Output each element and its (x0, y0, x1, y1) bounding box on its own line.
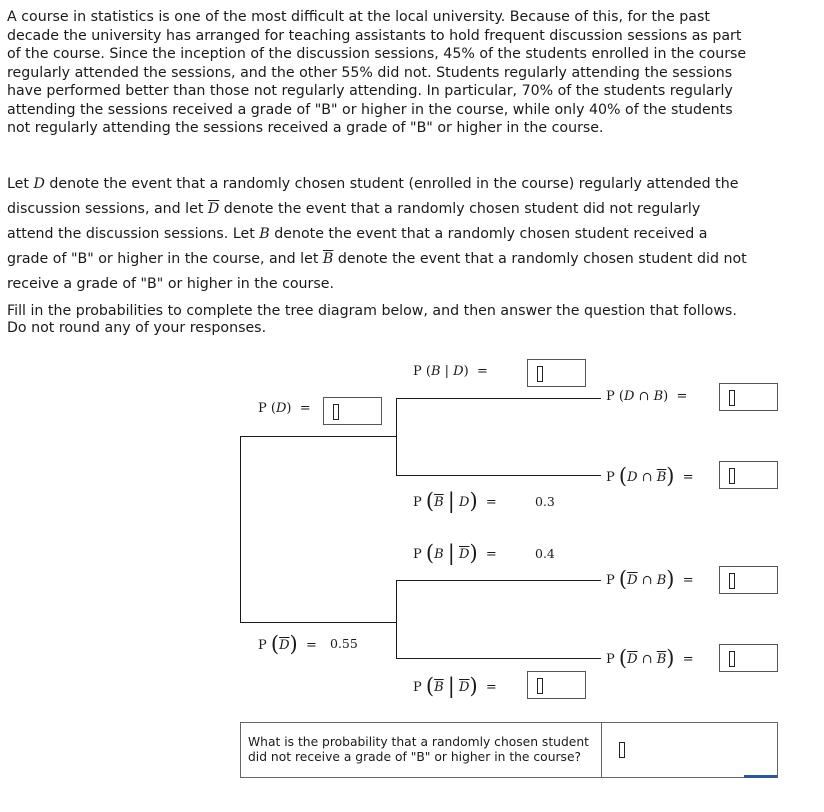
input-P-D-and-B[interactable] (719, 383, 778, 411)
question-text: What is the probability that a randomly chosen student did not receive a grade of "B" or higher in the course? (248, 735, 589, 764)
p2-text-c: denote the event that a randomly chosen student did not regularly attend the discussion sessions. Let (7, 201, 701, 242)
input-P-D[interactable] (323, 397, 382, 425)
branch-D-B-line (396, 398, 601, 399)
label-P-D: P (D) = (258, 401, 311, 416)
intro-text-3: Fill in the probabilities to complete the tree diagram below, and then answer the question that follows. Do not round any of your responses. (7, 303, 737, 336)
var-not-B: $\overline{B}$ (322, 251, 334, 267)
label-P-notB-given-D: P ($\overline{B}$ | D) = (413, 489, 497, 513)
branch-D-line (240, 436, 396, 437)
notD-split-vertical (396, 580, 397, 658)
input-P-B-given-D[interactable] (527, 359, 586, 387)
p2-text-d: denote the event that a randomly chosen student received a grade of "B" or higher in the course, and let (7, 226, 708, 267)
label-P-notB-given-notD: P ($\overline{B}$ | $\overline{D}$) = (413, 674, 497, 698)
label-P-D-and-notB: P (D ∩ $\overline{B}$) = (606, 464, 694, 488)
label-P-notD-and-notB: P ($\overline{D}$ ∩ $\overline{B}$) = (606, 646, 694, 670)
value-P-B-given-notD: 0.4 (535, 546, 555, 561)
p2-text-e: denote the event that a randomly chosen student did not receive a grade of "B" or higher in the course. (7, 251, 747, 292)
value-P-notB-given-D: 0.3 (535, 494, 555, 509)
label-P-notD-and-B: P ($\overline{D}$ ∩ B) = (606, 567, 694, 591)
intro-text-1: A course in statistics is one of the most difficult at the local university. Because of this, for the past decade the university has arranged for teaching assistants to hold frequent discussion sessions as part of the course. Since the inception of the discussion sessions, 45% of the students enrolled in the course regularly attended the sessions, and the other 55% did not. Students regularly attending the sessions have performed better than those not regularly attending. In particular, 70% of the students regularly attending the sessions received a grade of "B" or higher in the course, while only 40% of the students not regularly attending the sessions received a grade of "B" or higher in the course. (7, 9, 747, 136)
var-not-D: $\overline{D}$ (207, 201, 220, 217)
var-D: D (33, 176, 45, 192)
question-box (240, 722, 778, 778)
input-P-D-and-notB[interactable] (719, 461, 778, 489)
branch-notD-notB-line (396, 658, 601, 659)
label-P-D-and-B: P (D ∩ B) = (606, 389, 688, 404)
value-P-notD: 0.55 (330, 636, 358, 651)
input-P-notD-and-B[interactable] (719, 566, 778, 594)
answer-underline-accent (744, 775, 777, 778)
D-split-vertical (396, 398, 397, 475)
tree-root-vertical (240, 436, 241, 622)
branch-notD-B-line (396, 580, 601, 581)
p2-text-a: Let (7, 176, 34, 192)
input-P-notD-and-notB[interactable] (719, 644, 778, 672)
label-P-B-given-notD: P (B | $\overline{D}$) = (413, 541, 497, 565)
p2-text-b: denote the event that a randomly chosen student (enrolled in the course) regularly attended the discussion sessions, and let (7, 176, 739, 217)
answer-input[interactable] (619, 742, 625, 758)
label-P-B-given-D: P (B | D) = (413, 364, 488, 379)
var-B: B (259, 226, 270, 242)
branch-D-notB-line (396, 475, 601, 476)
branch-notD-line (240, 622, 396, 623)
question-divider (601, 723, 602, 777)
input-P-notB-given-notD[interactable] (527, 671, 586, 699)
label-P-notD: P $(\overline{D})$ = (258, 632, 317, 656)
